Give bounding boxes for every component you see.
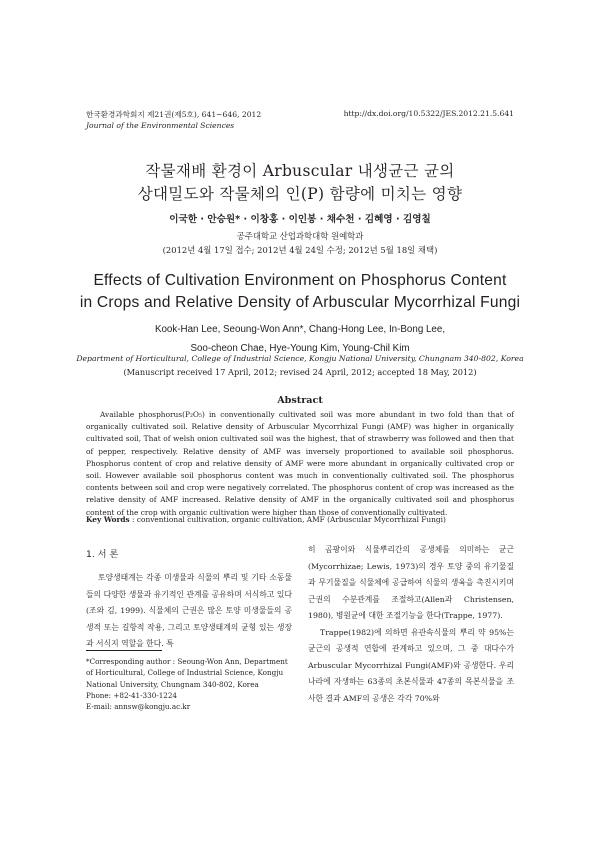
keywords-text: : conventional cultivation, organic cultivation, AMF (Arbuscular Mycorrhizal Fungi) xyxy=(132,515,446,524)
corresponding-author-footnote xyxy=(86,656,292,712)
journal-citation-ko: 한국환경과학회지 제21권(제5호), 641~646, 2012 xyxy=(86,110,262,119)
left-column xyxy=(86,546,292,653)
keywords xyxy=(86,515,446,524)
english-authors-line1: Kook-Han Lee, Seoung-Won Ann*, Chang-Hong Lee, In-Bong Lee, xyxy=(154,324,446,335)
footnote-divider xyxy=(86,650,162,651)
section-heading-introduction: 1. 서 론 xyxy=(86,549,119,560)
footnote-author: *Corresponding author : Seoung-Won Ann, Department of Horticultural, College of Industrial Science, Kongju National University, Chungnam 340-802, Korea xyxy=(86,657,288,689)
korean-authors: 이국한 · 안승원* · 이창홍 · 이인봉 · 채수천 · 김혜영 · 김영칠 xyxy=(169,214,431,225)
abstract-body: Available phosphorus(P₂O₅) in conventionally cultivated soil was more abundant in two fold than that of organically cultivated soil. Relative density of Arbuscular Mycorrhizal Fungi (AMF) was higher in organically cultivated soil, That of welsh onion cultivated soil was the highest, that of strawberry was followed and then that of pepper, respectively. Relative density of AMF was inversely proportioned to available soil phosphorus. Phosphorus content of crop and relative density of AMF were more abundant in organically cultivated crop or soil. However available soil phosphorus content was much in conventionally cultivated soil. The phosphorus contents between soil and crop were negatively correlated. The phosphorus content of crop was increased as the relative density of AMF increased. Relative density of AMF in the organically cultivated soil and phosphorus content of the crop with organic cultivation were higher than those of conventionally cultivated. xyxy=(86,410,514,517)
footnote-email[interactable]: E-mail: annsw@kongju.ac.kr xyxy=(86,702,191,712)
doi-link[interactable]: http://dx.doi.org/10.5322/JES.2012.21.5.641 xyxy=(343,109,514,118)
footnote-phone: Phone: +82-41-330-1224 xyxy=(86,690,177,700)
korean-affiliation: 공주대학교 산업과학대학 원예학과 xyxy=(236,231,364,241)
english-title-line1: Effects of Cultivation Environment on Phosphorus Content xyxy=(93,272,507,289)
intro-paragraph-2: Trappe(1982)에 의하면 유관속식물의 뿌리 약 95%는 균근의 공생적 연합에 관계하고 있으며, 그 중 대다수가 Arbuscular Mycorrhizal Fungi(AMF)와 공생한다. 우리나라에 자생하는 63종의 초본식물과 47종의 목본식물을 조사한 결과 AMF의 공생은 각각 70%와 xyxy=(308,627,514,703)
journal-header xyxy=(86,109,261,131)
english-title-line2: in Crops and Relative Density of Arbuscular Mycorrhizal Fungi xyxy=(79,294,521,311)
korean-dates: (2012년 4월 17일 접수; 2012년 4월 24일 수정; 2012년 5월 18일 채택) xyxy=(162,245,438,255)
intro-paragraph-1-continued: 히 곰팡이와 식물뿌리간의 공생체를 의미하는 균근(Mycorrhizae; Lewis, 1973)의 경우 토양 중의 유기물질과 무기물질을 식물체에 공급하여 식물의 생육을 촉진시키며 근권의 수분관계를 조절하고(Allen과 Christensen, 1980), 병원균에 대한 조절기능을 한다(Trappe, 1977). xyxy=(308,545,514,620)
english-dates: (Manuscript received 17 April, 2012; revised 24 April, 2012; accepted 18 May, 2012) xyxy=(123,367,477,377)
english-authors-line2: Soo-cheon Chae, Hye-Young Kim, Young-Chil Kim xyxy=(190,343,410,354)
journal-name-en: Journal of the Environmental Sciences xyxy=(86,121,235,130)
english-affiliation: Department of Horticultural, College of Industrial Science, Kongju National University, Chungnam 340-802, Korea xyxy=(76,354,524,363)
right-column xyxy=(308,542,514,707)
abstract-heading: Abstract xyxy=(277,395,323,406)
keywords-label: Key Words xyxy=(86,515,130,524)
korean-title xyxy=(60,160,540,206)
korean-title-line1: 작물재배 환경이 Arbuscular 내생균근 균의 xyxy=(145,162,455,180)
korean-title-line2: 상대밀도와 작물체의 인(P) 함량에 미치는 영향 xyxy=(137,185,463,203)
english-authors xyxy=(60,320,540,358)
english-title xyxy=(60,270,540,314)
intro-paragraph-1: 토양생태계는 각종 미생물과 식물의 뿌리 및 기타 소동물들의 다양한 생물과 유기적인 관계를 공유하며 서식하고 있다(조와 김, 1999). 식물체의 근권은 많은 토양 미생물들의 공생적 또는 길항적 작용, 그리고 토양생태계의 균형 있는 생장과 서식지 역할을 한다. 특 xyxy=(86,573,292,648)
